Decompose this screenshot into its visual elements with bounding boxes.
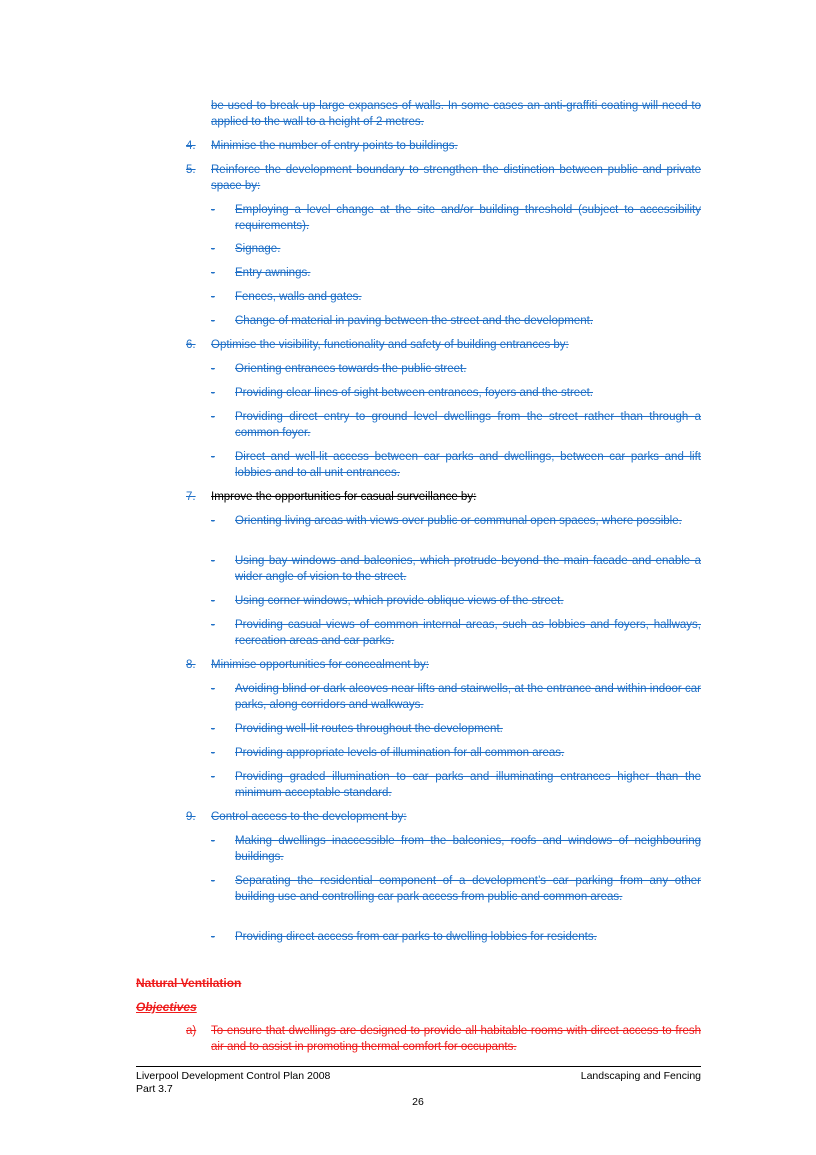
- bullet-marker: -: [211, 683, 215, 695]
- list-item: Separating the residential component of a development’s car parking from any other building use and controlling car park access from public and common areas.: [235, 875, 701, 903]
- item-5-number: 5.: [186, 164, 196, 176]
- bullet-marker: -: [211, 771, 215, 783]
- objective-a-label: a): [186, 1025, 197, 1037]
- list-item: Providing direct entry to ground level dwellings from the street rather than through a common foyer.: [235, 411, 701, 439]
- list-item: Employing a level change at the site and/or building threshold (subject to accessibility requirements).: [235, 204, 701, 232]
- item-9-text: Control access to the development by:: [211, 811, 407, 823]
- item-6-text: Optimise the visibility, functionality and safety of building entrances by:: [211, 339, 569, 351]
- list-item: Direct and well-lit access between car parks and dwellings, between car parks and lift lobbies and to all unit entrances.: [235, 451, 701, 479]
- list-item: Providing direct access from car parks to dwelling lobbies for residents.: [235, 931, 597, 943]
- list-item: Providing graded illumination to car parks and illuminating entrances higher than the minimum acceptable standard.: [235, 771, 701, 799]
- footer-divider: [136, 1066, 701, 1067]
- list-item: Using corner windows, which provide oblique views of the street.: [235, 595, 564, 607]
- bullet-marker: -: [211, 243, 215, 255]
- bullet-marker: -: [211, 387, 215, 399]
- objective-a-text: To ensure that dwellings are designed to provide all habitable rooms with direct access to fresh air and to assist in promoting thermal comfort for occupants.: [211, 1025, 701, 1053]
- footer-section-title: Landscaping and Fencing: [580, 1070, 701, 1082]
- item-7-text: Improve the opportunities for casual surveillance by:: [211, 491, 477, 503]
- bullet-marker: -: [211, 315, 215, 327]
- list-item: Signage.: [235, 243, 281, 255]
- item-6-number: 6.: [186, 339, 196, 351]
- objectives-heading: Objectives: [136, 1000, 197, 1014]
- footer-part: Part 3.7: [136, 1083, 173, 1095]
- bullet-marker: -: [211, 267, 215, 279]
- section-heading: Natural Ventilation: [136, 976, 242, 990]
- item-4-text: Minimise the number of entry points to buildings.: [211, 140, 458, 152]
- bullet-marker: -: [211, 747, 215, 759]
- bullet-marker: -: [211, 875, 215, 887]
- list-item: Providing casual views of common internal areas, such as lobbies and foyers, hallways, recreation areas and car parks.: [235, 619, 701, 647]
- bullet-marker: -: [211, 411, 215, 423]
- item-9-number: 9.: [186, 811, 196, 823]
- bullet-marker: -: [211, 515, 215, 527]
- list-item: Using bay windows and balconies, which protrude beyond the main facade and enable a wider angle of vision to the street.: [235, 555, 701, 583]
- item-8-number: 8.: [186, 659, 196, 671]
- bullet-marker: -: [211, 835, 215, 847]
- bullet-marker: -: [211, 723, 215, 735]
- bullet-marker: -: [211, 555, 215, 567]
- footer-document-title: Liverpool Development Control Plan 2008: [136, 1070, 331, 1082]
- bullet-marker: -: [211, 363, 215, 375]
- list-item: Orienting entrances towards the public street.: [235, 363, 467, 375]
- list-item: Change of material in paving between the street and the development.: [235, 315, 594, 327]
- continuation-paragraph: be used to break up large expanses of walls. In some cases an anti-graffiti coating will need to applied to the wall to a height of 2 metres.: [211, 100, 701, 128]
- item-5-text: Reinforce the development boundary to strengthen the distinction between public and private space by:: [211, 164, 701, 192]
- bullet-marker: -: [211, 291, 215, 303]
- list-item: Providing clear lines of sight between entrances, foyers and the street.: [235, 387, 593, 399]
- bullet-marker: -: [211, 204, 215, 216]
- item-7-number: 7.: [186, 491, 196, 503]
- bullet-marker: -: [211, 451, 215, 463]
- list-item: Providing appropriate levels of illumination for all common areas.: [235, 747, 565, 759]
- bullet-marker: -: [211, 931, 215, 943]
- item-4-number: 4.: [186, 140, 196, 152]
- list-item: Making dwellings inaccessible from the balconies, roofs and windows of neighbouring buildings.: [235, 835, 701, 863]
- list-item: Entry awnings.: [235, 267, 311, 279]
- list-item: Avoiding blind or dark alcoves near lifts and stairwells, at the entrance and within indoor car parks, along corridors and walkways.: [235, 683, 701, 711]
- list-item: Providing well-lit routes throughout the development.: [235, 723, 503, 735]
- bullet-marker: -: [211, 595, 215, 607]
- list-item: Fences, walls and gates.: [235, 291, 362, 303]
- list-item: Orienting living areas with views over public or communal open spaces, where possible.: [235, 515, 682, 527]
- item-8-text: Minimise opportunities for concealment by:: [211, 659, 429, 671]
- page-number: 26: [412, 1096, 424, 1108]
- bullet-marker: -: [211, 619, 215, 631]
